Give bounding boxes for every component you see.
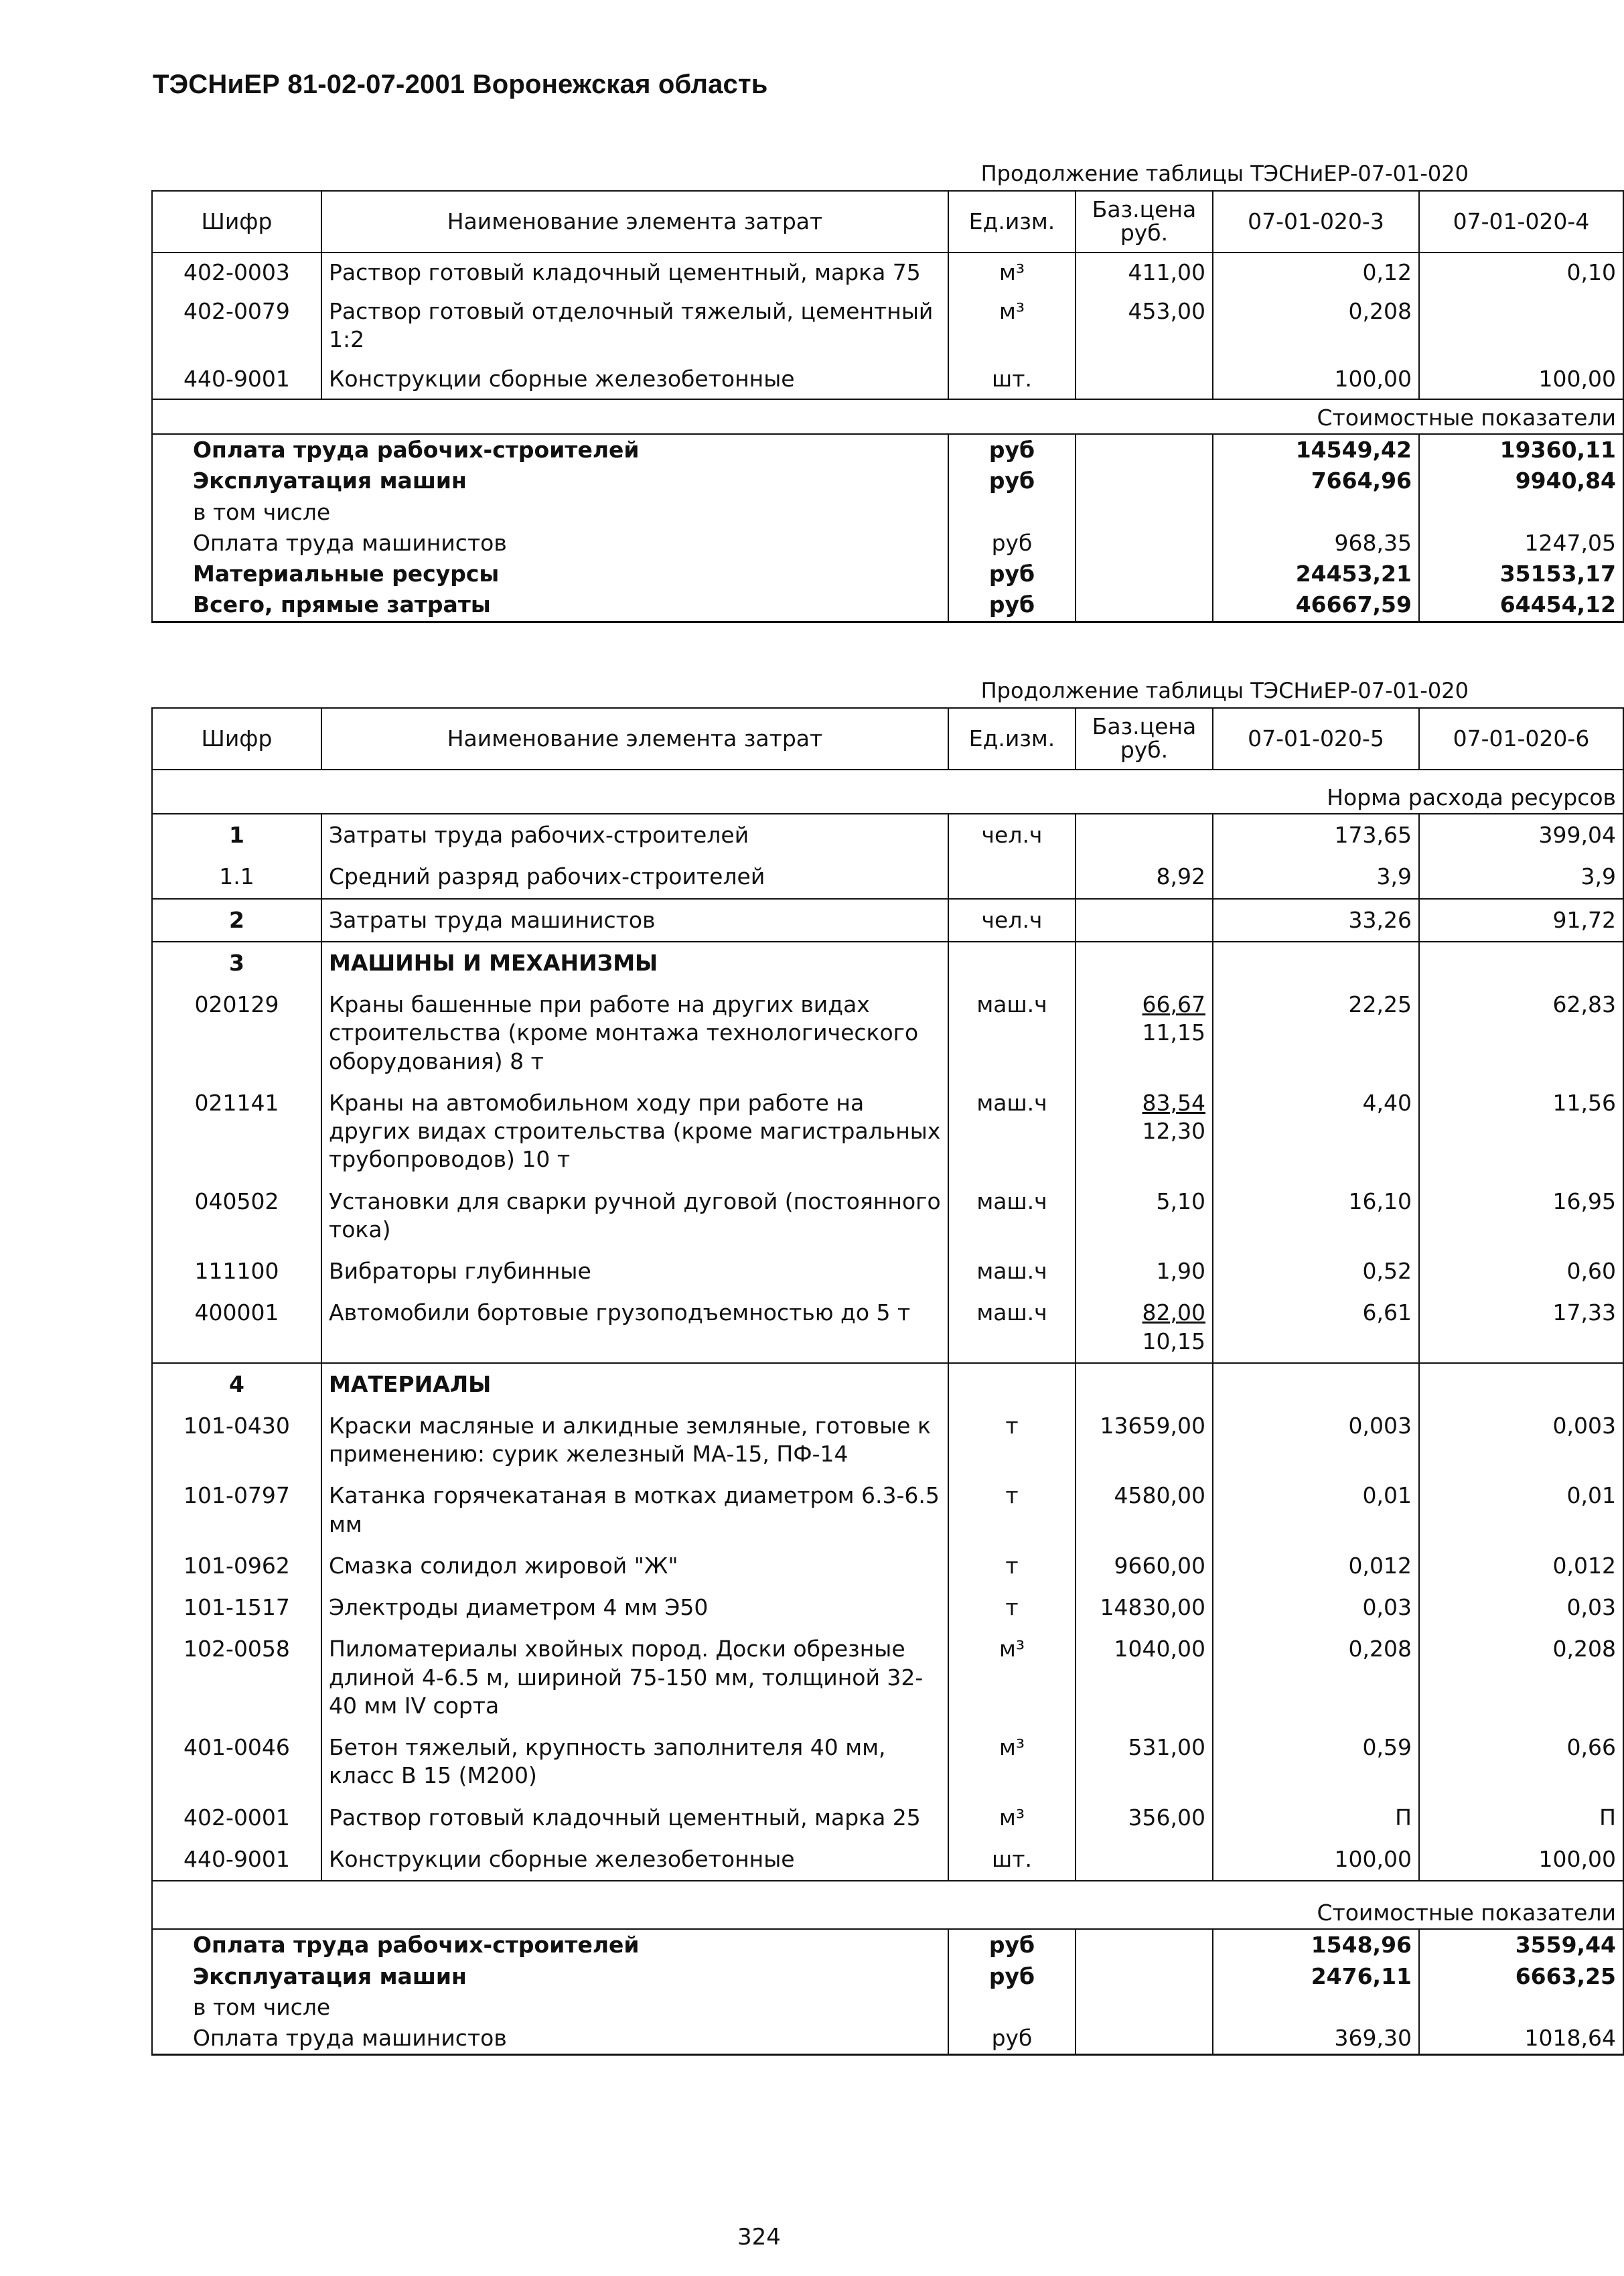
cost-value-a: 1548,96 [1213,1929,1419,1961]
cell-price: 453,00 [1076,292,1213,359]
cell-value-b [1419,1363,1623,1405]
cell-name: Раствор готовый отделочный тяжелый, цементный 1:2 [321,292,948,359]
cost-row [152,497,1623,528]
cost-value-b: 1247,05 [1419,528,1623,559]
cell-code: 440-9001 [152,360,321,399]
cost-name: Эксплуатация машин [152,1961,948,1992]
cell-price [1076,1292,1213,1362]
cell-name: Пиломатериалы хвойных пород. Доски обрезные длиной 4-6.5 м, шириной 75-150 мм, толщиной 32-40 мм IV сорта [321,1628,948,1727]
col-header-unit: Ед.изм. [948,191,1076,253]
cell-value-a [1213,942,1419,984]
cost-value-b: 1018,64 [1419,2023,1623,2055]
table-row [152,1181,1623,1251]
cell-unit [948,942,1076,984]
cell-value-b: 0,66 [1419,1727,1623,1796]
cell-name: Установки для сварки ручной дуговой (постоянного тока) [321,1181,948,1251]
price-value: 4580,00 [1114,1482,1205,1509]
cost-price-empty [1076,497,1213,528]
cell-code: 440-9001 [152,1839,321,1881]
cell-name: Краски масляные и алкидные земляные, готовые к применению: сурик железный МА-15, ПФ-14 [321,1405,948,1475]
cell-value-a: 0,208 [1213,1628,1419,1727]
cell-unit: маш.ч [948,984,1076,1082]
cost-value-a [1213,1992,1419,2023]
cost-value-b [1419,1992,1623,2023]
cell-unit: маш.ч [948,1251,1076,1292]
cost-name: Оплата труда машинистов [152,528,948,559]
cell-price [1076,1405,1213,1475]
col-header-price: Баз.цена руб. [1076,708,1213,770]
cell-value-b: 62,83 [1419,984,1623,1082]
cost-value-a: 968,35 [1213,528,1419,559]
cell-value-a: 4,40 [1213,1082,1419,1181]
cost-unit [948,1992,1076,2023]
cell-name: МАТЕРИАЛЫ [321,1363,948,1405]
cell-name: Конструкции сборные железобетонные [321,360,948,399]
cell-value-b: 0,208 [1419,1628,1623,1727]
cost-value-a: 2476,11 [1213,1961,1419,1992]
cell-price [1076,856,1213,898]
page-number: 324 [737,2224,781,2251]
cost-value-a: 24453,21 [1213,559,1419,589]
table-row [152,292,1623,359]
cell-value-b: 399,04 [1419,814,1623,856]
cost-unit: руб [948,2023,1076,2055]
cell-value-b: П [1419,1797,1623,1839]
col-header-b: 07-01-020-4 [1419,191,1623,253]
cell-value-b: 3,9 [1419,856,1623,898]
cell-unit: м³ [948,292,1076,359]
cost-price-empty [1076,1961,1213,1992]
cost-row [152,466,1623,496]
cell-price [1076,1797,1213,1839]
table-row [152,1587,1623,1628]
continuation-label-1: Продолжение таблицы ТЭСНиЕР-07-01-020 [980,161,1469,186]
table-row [152,1727,1623,1796]
cell-unit: шт. [948,360,1076,399]
cost-price-empty [1076,589,1213,622]
table-row [152,1082,1623,1181]
cell-unit: т [948,1545,1076,1587]
cell-unit: м³ [948,1628,1076,1727]
cell-code: 040502 [152,1181,321,1251]
cell-unit: т [948,1587,1076,1628]
cell-code: 4 [152,1363,321,1405]
price-machinist-value: 12,30 [1142,1118,1205,1145]
cell-code: 111100 [152,1251,321,1292]
cell-value-a: 6,61 [1213,1292,1419,1362]
cell-code: 2 [152,899,321,942]
price-value: 82,00 [1142,1299,1205,1326]
col-header-b: 07-01-020-6 [1419,708,1623,770]
cell-value-a: 0,208 [1213,292,1419,359]
cost-price-empty [1076,466,1213,496]
cell-price [1076,1727,1213,1796]
cost-value-a: 7664,96 [1213,466,1419,496]
cell-price [1076,1251,1213,1292]
cell-code: 400001 [152,1292,321,1362]
cell-unit: шт. [948,1839,1076,1881]
cell-name: Бетон тяжелый, крупность заполнителя 40 мм, класс В 15 (М200) [321,1727,948,1796]
cost-value-b: 64454,12 [1419,589,1623,622]
cell-value-b: 0,10 [1419,253,1623,292]
cell-value-b: 91,72 [1419,899,1623,942]
cost-name: в том числе [152,1992,948,2023]
col-header-name: Наименование элемента затрат [321,708,948,770]
table-row [152,814,1623,856]
table-row [152,942,1623,984]
cell-value-a: 22,25 [1213,984,1419,1082]
cell-unit [948,856,1076,898]
cell-unit: маш.ч [948,1082,1076,1181]
cell-code: 021141 [152,1082,321,1181]
cell-price [1076,814,1213,856]
cell-value-a: 0,01 [1213,1475,1419,1545]
cost-label-1: Стоимостные показатели [152,399,1623,434]
cell-price [1076,899,1213,942]
cost-value-a: 14549,42 [1213,434,1419,466]
cost-name: Всего, прямые затраты [152,589,948,622]
cost-value-a [1213,497,1419,528]
cell-value-b: 17,33 [1419,1292,1623,1362]
cost-name: Эксплуатация машин [152,466,948,496]
cost-value-a: 369,30 [1213,2023,1419,2055]
cell-name: Затраты труда рабочих-строителей [321,814,948,856]
cell-name: Средний разряд рабочих-строителей [321,856,948,898]
cost-unit: руб [948,1961,1076,1992]
cell-name: Электроды диаметром 4 мм Э50 [321,1587,948,1628]
cell-price [1076,1475,1213,1545]
table-row [152,1363,1623,1405]
cost-value-b: 9940,84 [1419,466,1623,496]
cost-value-b: 19360,11 [1419,434,1623,466]
cost-price-empty [1076,528,1213,559]
price-value: 5,10 [1156,1188,1205,1214]
cell-unit: м³ [948,1727,1076,1796]
cell-name: Автомобили бортовые грузоподъемностью до 5 т [321,1292,948,1362]
cell-code: 402-0001 [152,1797,321,1839]
table-row [152,1405,1623,1475]
price-value: 8,92 [1156,863,1205,890]
price-value: 66,67 [1142,991,1205,1018]
cost-name: Оплата труда рабочих-строителей [152,1929,948,1961]
cell-code: 101-0797 [152,1475,321,1545]
table-row [152,1628,1623,1727]
cost-value-a: 46667,59 [1213,589,1419,622]
cost-row [152,2023,1623,2055]
table-row [152,1475,1623,1545]
table-2 [151,678,1616,2056]
cell-value-a: 3,9 [1213,856,1419,898]
cell-price [1076,1587,1213,1628]
cost-row [152,559,1623,589]
cell-name: МАШИНЫ И МЕХАНИЗМЫ [321,942,948,984]
cell-code: 402-0003 [152,253,321,292]
table-row [152,899,1623,942]
price-value: 83,54 [1142,1089,1205,1116]
cell-value-b: 0,01 [1419,1475,1623,1545]
cell-unit: т [948,1405,1076,1475]
cost-value-b: 6663,25 [1419,1961,1623,1992]
table-row [152,1251,1623,1292]
cell-unit: маш.ч [948,1292,1076,1362]
cell-value-a: 100,00 [1213,1839,1419,1881]
cell-value-b: 100,00 [1419,1839,1623,1881]
cell-value-b: 11,56 [1419,1082,1623,1181]
col-header-unit: Ед.изм. [948,708,1076,770]
cell-unit: чел.ч [948,899,1076,942]
cost-name: Материальные ресурсы [152,559,948,589]
table-row [152,1839,1623,1881]
price-value: 13659,00 [1100,1412,1205,1439]
cell-value-b: 0,012 [1419,1545,1623,1587]
cell-unit: маш.ч [948,1181,1076,1251]
cell-price [1076,942,1213,984]
table-row [152,984,1623,1082]
cell-code: 020129 [152,984,321,1082]
price-value: 1,90 [1156,1258,1205,1285]
cell-value-a [1213,1363,1419,1405]
cost-unit [948,497,1076,528]
cost-unit: руб [948,559,1076,589]
cost-unit: руб [948,434,1076,466]
cell-code: 1.1 [152,856,321,898]
cell-value-a: 0,012 [1213,1545,1419,1587]
cell-value-b: 16,95 [1419,1181,1623,1251]
table-row [152,1797,1623,1839]
cell-name: Конструкции сборные железобетонные [321,1839,948,1881]
cell-value-b: 0,60 [1419,1251,1623,1292]
cell-value-a: 33,26 [1213,899,1419,942]
cost-price-empty [1076,1929,1213,1961]
cell-price [1076,984,1213,1082]
cell-code: 101-0430 [152,1405,321,1475]
col-header-price: Баз.цена руб. [1076,191,1213,253]
table-row [152,253,1623,292]
cell-value-a: 0,52 [1213,1251,1419,1292]
norm-label: Норма расхода ресурсов [152,770,1623,814]
table-row [152,1292,1623,1362]
price-value: 356,00 [1128,1804,1205,1831]
cell-value-a: П [1213,1797,1419,1839]
cost-value-b: 35153,17 [1419,559,1623,589]
cost-unit: руб [948,528,1076,559]
cost-row [152,1961,1623,1992]
cost-value-b [1419,497,1623,528]
cell-value-b: 0,03 [1419,1587,1623,1628]
cell-value-b: 0,003 [1419,1405,1623,1475]
cell-price [1076,1181,1213,1251]
cell-value-b [1419,292,1623,359]
continuation-label-2: Продолжение таблицы ТЭСНиЕР-07-01-020 [980,678,1469,703]
price-machinist-value: 10,15 [1142,1328,1205,1354]
cell-name: Катанка горячекатаная в мотках диаметром 6.3-6.5 мм [321,1475,948,1545]
table-row [152,1545,1623,1587]
col-header-code: Шифр [152,191,321,253]
cell-name: Краны башенные при работе на других видах строительства (кроме монтажа технологического оборудования) 8 т [321,984,948,1082]
cost-price-empty [1076,2023,1213,2055]
cost-unit: руб [948,589,1076,622]
cell-name: Вибраторы глубинные [321,1251,948,1292]
cost-name: в том числе [152,497,948,528]
cell-value-b [1419,942,1623,984]
cell-price [1076,1628,1213,1727]
cell-code: 402-0079 [152,292,321,359]
cell-value-a: 100,00 [1213,360,1419,399]
cell-name: Затраты труда машинистов [321,899,948,942]
cost-row [152,1929,1623,1961]
cell-code: 101-0962 [152,1545,321,1587]
cell-value-a: 16,10 [1213,1181,1419,1251]
price-value: 1040,00 [1114,1636,1205,1662]
cost-row [152,434,1623,466]
table-row [152,856,1623,898]
table-1 [151,161,1616,623]
price-value: 531,00 [1128,1734,1205,1761]
cell-code: 101-1517 [152,1587,321,1628]
cell-price [1076,1545,1213,1587]
cost-name: Оплата труда рабочих-строителей [152,434,948,466]
cell-price [1076,1363,1213,1405]
cell-unit: т [948,1475,1076,1545]
cell-code: 3 [152,942,321,984]
cost-price-empty [1076,434,1213,466]
cell-price [1076,1839,1213,1881]
price-value: 9660,00 [1114,1552,1205,1579]
cell-code: 102-0058 [152,1628,321,1727]
table-row [152,360,1623,399]
col-header-a: 07-01-020-5 [1213,708,1419,770]
cell-unit: чел.ч [948,814,1076,856]
price-machinist-value: 11,15 [1142,1019,1205,1046]
cell-name: Раствор готовый кладочный цементный, марка 25 [321,1797,948,1839]
cell-value-a: 0,59 [1213,1727,1419,1796]
cell-code: 1 [152,814,321,856]
cost-row [152,1992,1623,2023]
cost-row [152,589,1623,622]
cell-name: Краны на автомобильном ходу при работе на других видах строительства (кроме магистральных трубопроводов) 10 т [321,1082,948,1181]
col-header-name: Наименование элемента затрат [321,191,948,253]
col-header-code: Шифр [152,708,321,770]
cell-price [1076,360,1213,399]
cost-value-b: 3559,44 [1419,1929,1623,1961]
cell-price: 411,00 [1076,253,1213,292]
page-header: ТЭСНиЕР 81-02-07-2001 Воронежская область [153,70,768,99]
cell-price [1076,1082,1213,1181]
cost-name: Оплата труда машинистов [152,2023,948,2055]
cell-value-a: 173,65 [1213,814,1419,856]
cell-name: Раствор готовый кладочный цементный, марка 75 [321,253,948,292]
cost-unit: руб [948,466,1076,496]
cost-row [152,528,1623,559]
cost-price-empty [1076,1992,1213,2023]
price-value: 14830,00 [1100,1594,1205,1621]
cell-code: 401-0046 [152,1727,321,1796]
cell-unit [948,1363,1076,1405]
cell-value-a: 0,12 [1213,253,1419,292]
cost-label-2: Стоимостные показатели [152,1881,1623,1929]
cell-name: Смазка солидол жировой "Ж" [321,1545,948,1587]
cost-unit: руб [948,1929,1076,1961]
cell-unit: м³ [948,1797,1076,1839]
cell-value-b: 100,00 [1419,360,1623,399]
cost-price-empty [1076,559,1213,589]
cell-unit: м³ [948,253,1076,292]
cell-value-a: 0,03 [1213,1587,1419,1628]
cell-value-a: 0,003 [1213,1405,1419,1475]
col-header-a: 07-01-020-3 [1213,191,1419,253]
